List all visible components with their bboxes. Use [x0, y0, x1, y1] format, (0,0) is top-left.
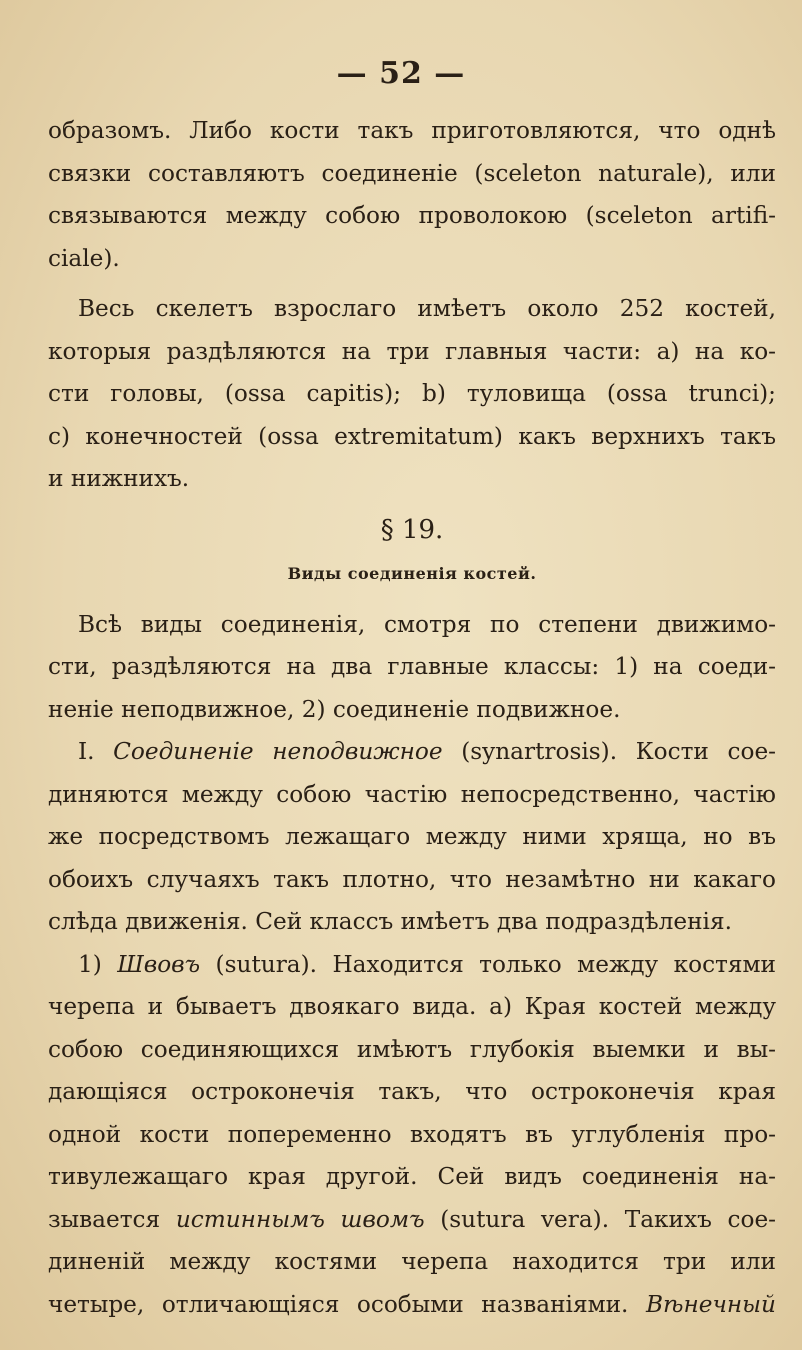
italic-term: Вѣнечный — [645, 1290, 776, 1318]
text-line: ciale). — [48, 244, 120, 272]
paragraph-2 — [48, 288, 776, 501]
text-line: четыре, отличающіяся особыми названіями. Вѣнечный — [48, 1290, 776, 1318]
italic-term: истиннымъ швомъ — [175, 1205, 425, 1233]
text-line: и нижнихъ. — [48, 465, 190, 492]
text-line: неніе неподвижное, 2) соединеніе подвижное. — [48, 695, 621, 723]
text-line: одной кости попеременно входятъ въ углубленія про- — [48, 1120, 776, 1148]
text-line: которыя раздѣляются на три главныя части: a) на ко- — [48, 337, 776, 365]
text-line: 1) Швовъ (sutura). Находится только между костями — [78, 950, 776, 978]
page-number: — 52 — — [336, 56, 466, 91]
text-line: сти головы, (ossa capitis); b) туловища (ossa trunci); — [48, 380, 776, 407]
text-line: обоихъ случаяхъ такъ плотно, что незамѣтно ни какаго — [48, 865, 776, 893]
text-line: связываются между собою проволокою (sceleton artifi- — [48, 202, 776, 229]
text-line: слѣда движенія. Сей классъ имѣетъ два подраздѣленія. — [48, 908, 732, 935]
text-line: диняются между собою частію непосредственно, частію — [48, 780, 776, 808]
text-line: связки составляютъ соединеніе (sceleton naturale), или — [48, 159, 776, 187]
text-line: I. Соединеніе неподвижное (synartrosis). Кости сое- — [78, 738, 776, 765]
text-line: сти, раздѣляются на два главные классы: 1) на соеди- — [48, 653, 776, 680]
text-line: же посредствомъ лежащаго между ними хряща, но въ — [48, 823, 776, 850]
section-number: § 19. — [380, 514, 444, 545]
text-line: c) конечностей (ossa extremitatum) какъ верхнихъ такъ — [48, 422, 776, 450]
text-line: черепа и бываетъ двоякаго вида. a) Края костей между — [48, 993, 776, 1020]
paragraph-1 — [48, 110, 776, 280]
page-body — [48, 110, 776, 1326]
paragraph-4 — [48, 731, 776, 944]
italic-term: Швовъ — [117, 950, 201, 978]
section-title: Виды соединенія костей. — [287, 564, 537, 583]
text-line: Всѣ виды соединенія, смотря по степени движимо- — [78, 610, 776, 638]
text-line: образомъ. Либо кости такъ приготовляются, что однѣ — [48, 117, 776, 144]
text-line: Весь скелетъ взрослаго имѣетъ около 252 костей, — [78, 295, 776, 322]
text-line: тивулежащаго края другой. Сей видъ соединенія на- — [48, 1163, 776, 1190]
paragraph-3 — [48, 604, 776, 732]
italic-term: Соединеніе неподвижное — [113, 738, 443, 765]
text-line: собою соединяющихся имѣютъ глубокія выемки и вы- — [48, 1035, 776, 1063]
paragraph-5 — [48, 944, 776, 1327]
text-line: дающіяся остроконечія такъ, что остроконечія края — [48, 1078, 776, 1105]
text-line: зывается истиннымъ швомъ (sutura vera). Такихъ сое- — [48, 1205, 776, 1233]
text-line: диненій между костями черепа находится три или — [48, 1248, 776, 1275]
